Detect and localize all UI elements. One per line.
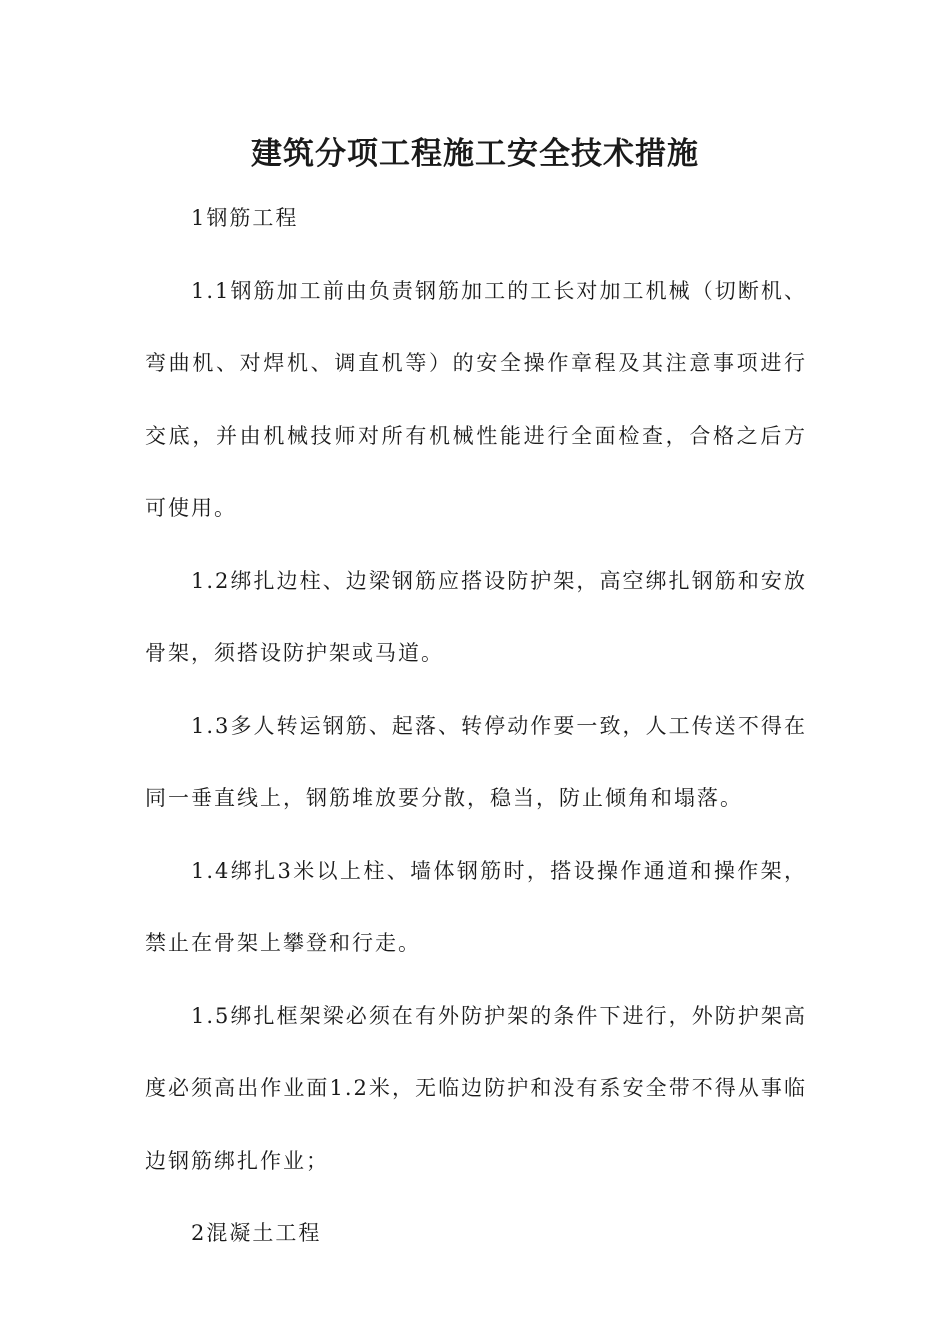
- document-body: [145, 182, 807, 1270]
- paragraph-1-4: 1.4绑扎3米以上柱、墙体钢筋时，搭设操作通道和操作架，禁止在骨架上攀登和行走。: [145, 858, 807, 955]
- paragraph-1-1: 1.1钢筋加工前由负责钢筋加工的工长对加工机械（切断机、弯曲机、对焊机、调直机等）的安全操作章程及其注意事项进行交底，并由机械技师对所有机械性能进行全面检查，合格之后方可使用。: [145, 278, 807, 520]
- paragraph-1-5: 1.5绑扎框架梁必须在有外防护架的条件下进行，外防护架高度必须高出作业面1.2米，无临边防护和没有系安全带不得从事临边钢筋绑扎作业；: [145, 1003, 807, 1173]
- section-heading-1: 1钢筋工程: [191, 206, 299, 230]
- document-title: 建筑分项工程施工安全技术措施: [251, 136, 699, 172]
- paragraph-1-2: 1.2绑扎边柱、边梁钢筋应搭设防护架，高空绑扎钢筋和安放骨架，须搭设防护架或马道。: [145, 568, 807, 665]
- section-heading-2: 2混凝土工程: [191, 1221, 322, 1245]
- paragraph-1-3: 1.3多人转运钢筋、起落、转停动作要一致，人工传送不得在同一垂直线上，钢筋堆放要分散，稳当，防止倾角和塌落。: [145, 713, 807, 810]
